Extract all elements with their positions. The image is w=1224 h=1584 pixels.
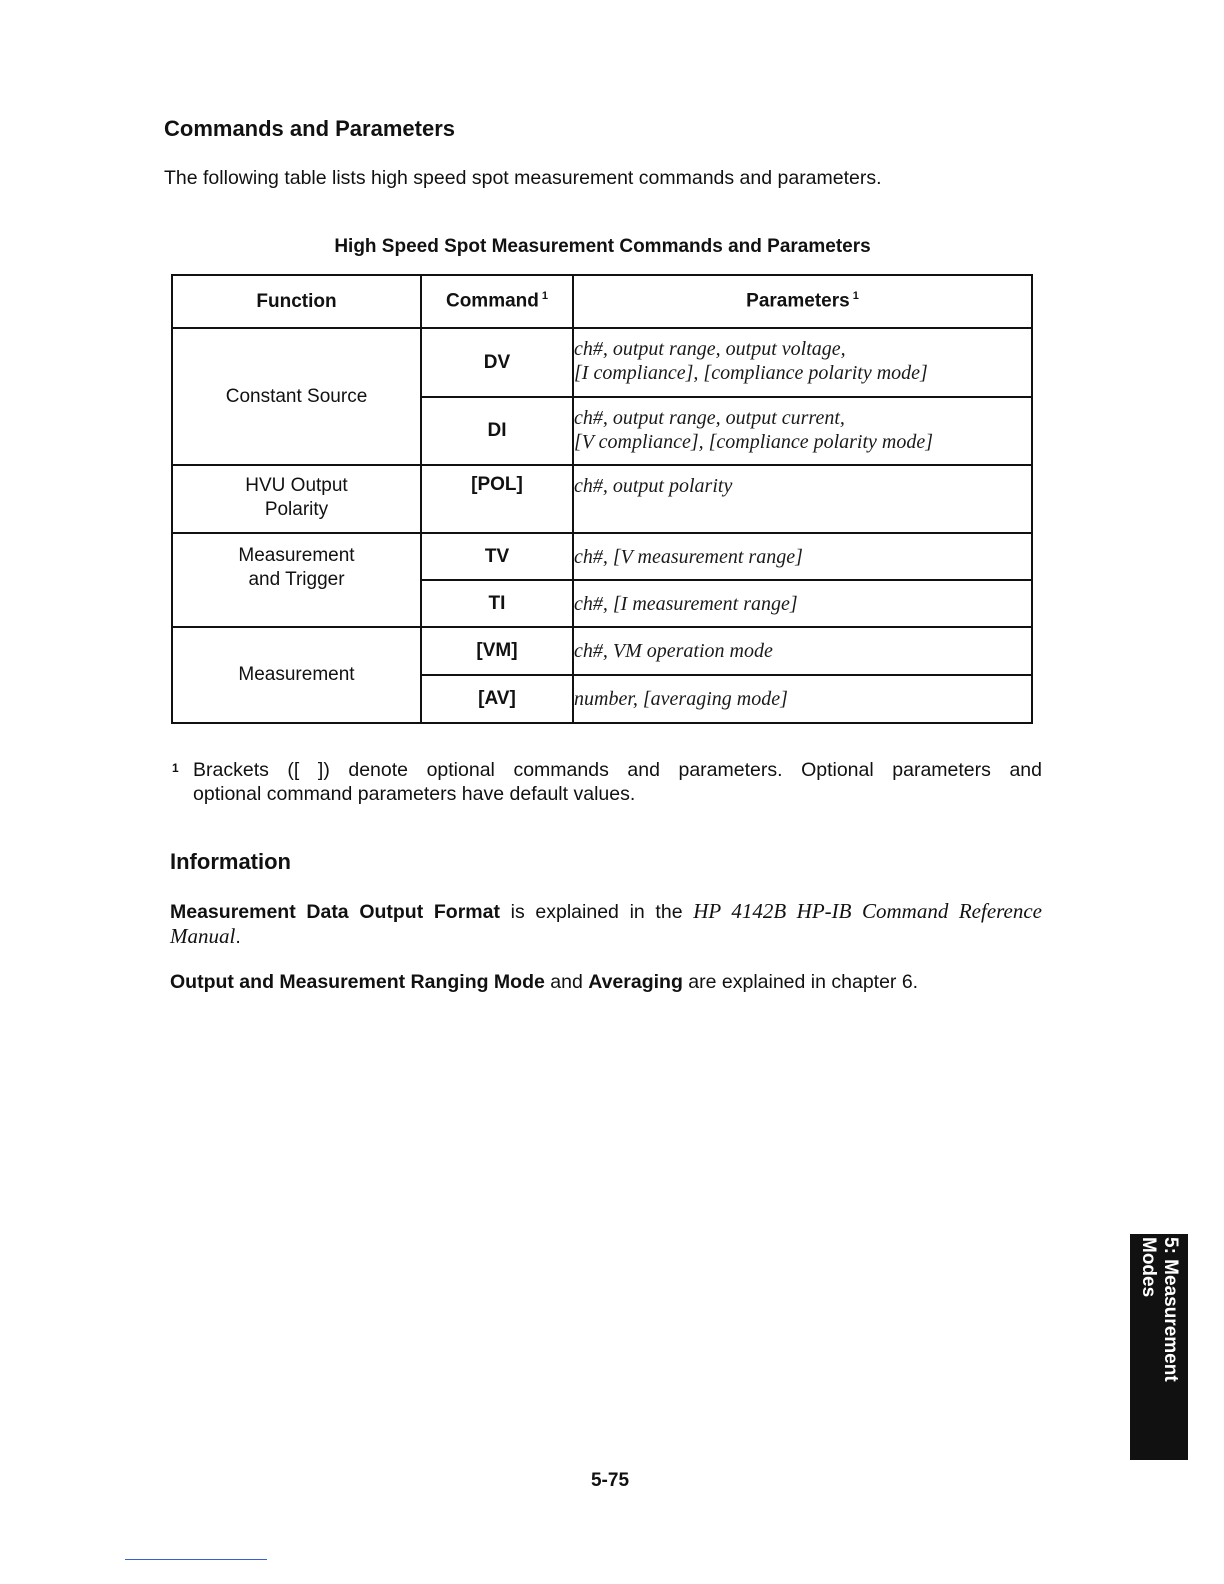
parameters-cell: ch#, output range, output voltage, [I compliance], [compliance polarity mode] [573,328,1032,397]
intro-paragraph: The following table lists high speed spot measurement commands and parameters. [164,167,882,189]
parameters-cell: ch#, output range, output current, [V compliance], [compliance polarity mode] [573,397,1032,465]
information-paragraph: Measurement Data Output Format is explained in the HP 4142B HP-IB Command Reference Manual. [170,899,1042,948]
table-row [172,465,1032,533]
footnote-ref: 1 [541,290,549,303]
function-cell: Measurement [172,627,421,723]
function-cell: Measurement and Trigger [172,533,421,627]
page-number: 5-75 [590,1470,630,1491]
command-cell: TI [421,580,573,627]
table-row [172,328,1032,397]
header-function: Function [172,275,421,328]
command-cell: DV [421,328,573,397]
parameters-cell: number, [averaging mode] [573,675,1032,723]
commands-table [171,274,1033,724]
table-header-row [172,275,1032,328]
chapter-tab [1130,1234,1188,1460]
function-cell: HVU Output Polarity [172,465,421,533]
bottom-rule [125,1559,267,1560]
command-cell: [POL] [421,465,573,533]
footnote-text: Brackets ([ ]) denote optional commands and parameters. Optional parameters and optional command parameters have default values. [193,759,1042,805]
table-row [172,627,1032,675]
parameters-cell: ch#, VM operation mode [573,627,1032,675]
table-footnote [172,758,1042,806]
table-row [172,533,1032,580]
parameters-cell: ch#, [V measurement range] [573,533,1032,580]
command-cell: TV [421,533,573,580]
manual-title: HP 4142B HP-IB Command Reference Manual [170,899,1042,948]
header-parameters: Parameters $^1$ [573,275,1032,328]
information-paragraph: Output and Measurement Ranging Mode and Averaging are explained in chapter 6. [170,971,919,993]
parameters-cell: ch#, [I measurement range] [573,580,1032,627]
footnote-mark: 1 [172,761,179,775]
footnote-ref: 1 [852,290,859,303]
section-heading-information: Information [170,849,291,874]
command-cell: [AV] [421,675,573,723]
command-cell: [VM] [421,627,573,675]
section-heading-commands: Commands and Parameters [164,116,455,141]
command-cell: DI [421,397,573,465]
chapter-tab-label: 5: Measurement Modes [1138,1237,1181,1382]
header-command: Command $^1$ [421,275,573,328]
function-cell: Constant Source [172,328,421,465]
table-title: High Speed Spot Measurement Commands and Parameters [334,236,871,257]
parameters-cell: ch#, output polarity [573,465,1032,533]
